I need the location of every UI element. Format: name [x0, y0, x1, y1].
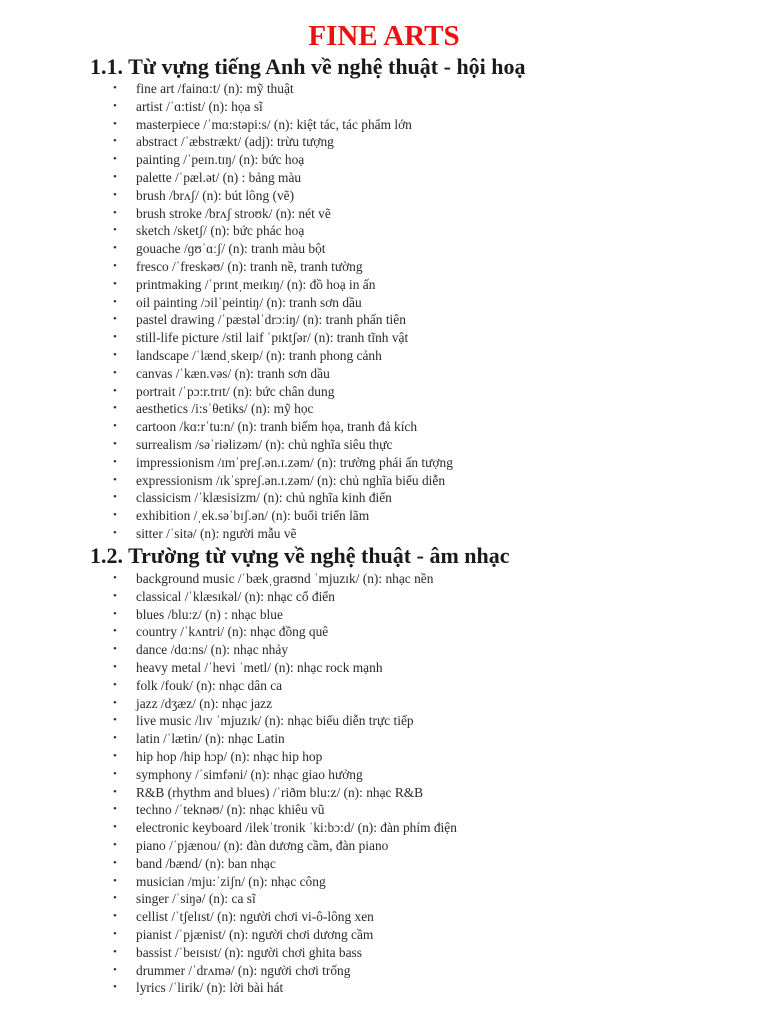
vocab-item: • brush /brʌʃ/ (n): bút lông (vẽ): [0, 187, 700, 205]
vocab-item: • hip hop /hip hɔp/ (n): nhạc hip hop: [0, 748, 700, 766]
vocab-item: • expressionism /ɪkˈspreʃ.ən.ɪ.zəm/ (n): chủ nghĩa biểu diễn: [0, 472, 700, 490]
vocab-item: • pianist /ˈpjænist/ (n): người chơi dương cầm: [0, 926, 700, 944]
vocab-item: • painting /ˈpeɪn.tɪŋ/ (n): bức hoạ: [0, 151, 700, 169]
vocab-item: • sitter /ˈsitə/ (n): người mẫu vẽ: [0, 525, 700, 543]
vocab-item: • piano /ˈpjænou/ (n): đàn dương cầm, đàn piano: [0, 837, 700, 855]
vocab-item: • printmaking /ˈprɪntˌmeɪkɪŋ/ (n): đồ hoạ in ấn: [0, 276, 700, 294]
section-heading-music: 1.2. Trường từ vựng về nghệ thuật - âm nhạc: [90, 543, 510, 568]
vocab-item: • sketch /sketʃ/ (n): bức phác hoạ: [0, 222, 700, 240]
vocab-item: • cellist /ˈtʃelɪst/ (n): người chơi vi-ô-lông xen: [0, 908, 700, 926]
vocab-item: • electronic keyboard /ilekˈtronik ˈki:bɔ:d/ (n): đàn phím điện: [0, 819, 700, 837]
vocab-item: • band /bænd/ (n): ban nhạc: [0, 855, 700, 873]
vocab-item: • brush stroke /brʌʃ stroʊk/ (n): nét vẽ: [0, 205, 700, 223]
vocab-item: • impressionism /ɪmˈpreʃ.ən.ɪ.zəm/ (n): trường phái ấn tượng: [0, 454, 700, 472]
vocab-item: • pastel drawing /ˈpæstəlˈdrɔ:iŋ/ (n): tranh phấn tiên: [0, 311, 700, 329]
vocab-list-fine-arts: [0, 80, 700, 543]
vocab-item: • live music /lɪv ˈmjuzɪk/ (n): nhạc biểu diễn trực tiếp: [0, 712, 700, 730]
vocab-item: • techno /ˈteknəʊ/ (n): nhạc khiêu vũ: [0, 801, 700, 819]
section-heading-fine-arts: 1.1. Từ vựng tiếng Anh về nghệ thuật - hội hoạ: [90, 54, 526, 79]
vocab-item: • classical /ˈklæsɪkəl/ (n): nhạc cổ điển: [0, 588, 700, 606]
vocab-item: • gouache /ɡʊˈɑːʃ/ (n): tranh màu bột: [0, 240, 700, 258]
vocab-item: • drummer /ˈdrʌmə/ (n): người chơi trống: [0, 962, 700, 980]
document-title: FINE ARTS: [308, 20, 460, 52]
vocab-item: • dance /dɑ:ns/ (n): nhạc nhảy: [0, 641, 700, 659]
vocab-item: • landscape /ˈlændˌskeɪp/ (n): tranh phong cảnh: [0, 347, 700, 365]
vocab-item: • jazz /dʒæz/ (n): nhạc jazz: [0, 695, 700, 713]
vocab-item: • blues /blu:z/ (n) : nhạc blue: [0, 606, 700, 624]
vocab-item: • masterpiece /ˈmɑ:stəpi:s/ (n): kiệt tác, tác phẩm lớn: [0, 116, 700, 134]
vocab-item: • lyrics /ˈlirik/ (n): lời bài hát: [0, 979, 700, 997]
vocab-item: • abstract /ˈæbstrækt/ (adj): trừu tượng: [0, 133, 700, 151]
vocab-item: • folk /fouk/ (n): nhạc dân ca: [0, 677, 700, 695]
vocab-item: • canvas /ˈkæn.vəs/ (n): tranh sơn dầu: [0, 365, 700, 383]
vocab-item: • exhibition /ˌek.səˈbɪʃ.ən/ (n): buổi triển lãm: [0, 507, 700, 525]
vocab-item: • classicism /ˈklæsisizm/ (n): chủ nghĩa kinh điển: [0, 489, 700, 507]
vocab-item: • palette /ˈpæl.ət/ (n) : bảng màu: [0, 169, 700, 187]
vocab-item: • musician /mju:ˈziʃn/ (n): nhạc công: [0, 873, 700, 891]
vocab-item: • R&B (rhythm and blues) /ˈriðm blu:z/ (n): nhạc R&B: [0, 784, 700, 802]
vocab-item: • cartoon /kɑ:rˈtu:n/ (n): tranh biếm họa, tranh đả kích: [0, 418, 700, 436]
vocab-item: • country /ˈkʌntri/ (n): nhạc đồng quê: [0, 623, 700, 641]
vocab-item: • portrait /ˈpɔ:r.trɪt/ (n): bức chân dung: [0, 383, 700, 401]
vocab-item: • bassist /ˈbeɪsɪst/ (n): người chơi ghita bass: [0, 944, 700, 962]
vocab-list-music: [0, 570, 700, 997]
vocab-item: • fresco /ˈfreskəʊ/ (n): tranh nề, tranh tường: [0, 258, 700, 276]
vocab-item: • singer /ˈsiŋə/ (n): ca sĩ: [0, 890, 700, 908]
vocab-item: • aesthetics /i:sˈθetiks/ (n): mỹ học: [0, 400, 700, 418]
vocab-item: • fine art /fainɑ:t/ (n): mỹ thuật: [0, 80, 700, 98]
vocab-item: • oil painting /ɔilˈpeintiŋ/ (n): tranh sơn dầu: [0, 294, 700, 312]
vocab-item: • artist /ˈɑ:tist/ (n): họa sĩ: [0, 98, 700, 116]
vocab-item: • still-life picture /stil laif ˈpɪktʃər/ (n): tranh tĩnh vật: [0, 329, 700, 347]
vocab-item: • surrealism /səˈriəlizəm/ (n): chủ nghĩa siêu thực: [0, 436, 700, 454]
vocab-item: • background music /ˈbækˌɡraʊnd ˈmjuzɪk/ (n): nhạc nền: [0, 570, 700, 588]
vocab-item: • latin /ˈlætin/ (n): nhạc Latin: [0, 730, 700, 748]
vocab-item: • symphony /ˈsimfəni/ (n): nhạc giao hưởng: [0, 766, 700, 784]
vocab-item: • heavy metal /ˈhevi ˈmetl/ (n): nhạc rock mạnh: [0, 659, 700, 677]
